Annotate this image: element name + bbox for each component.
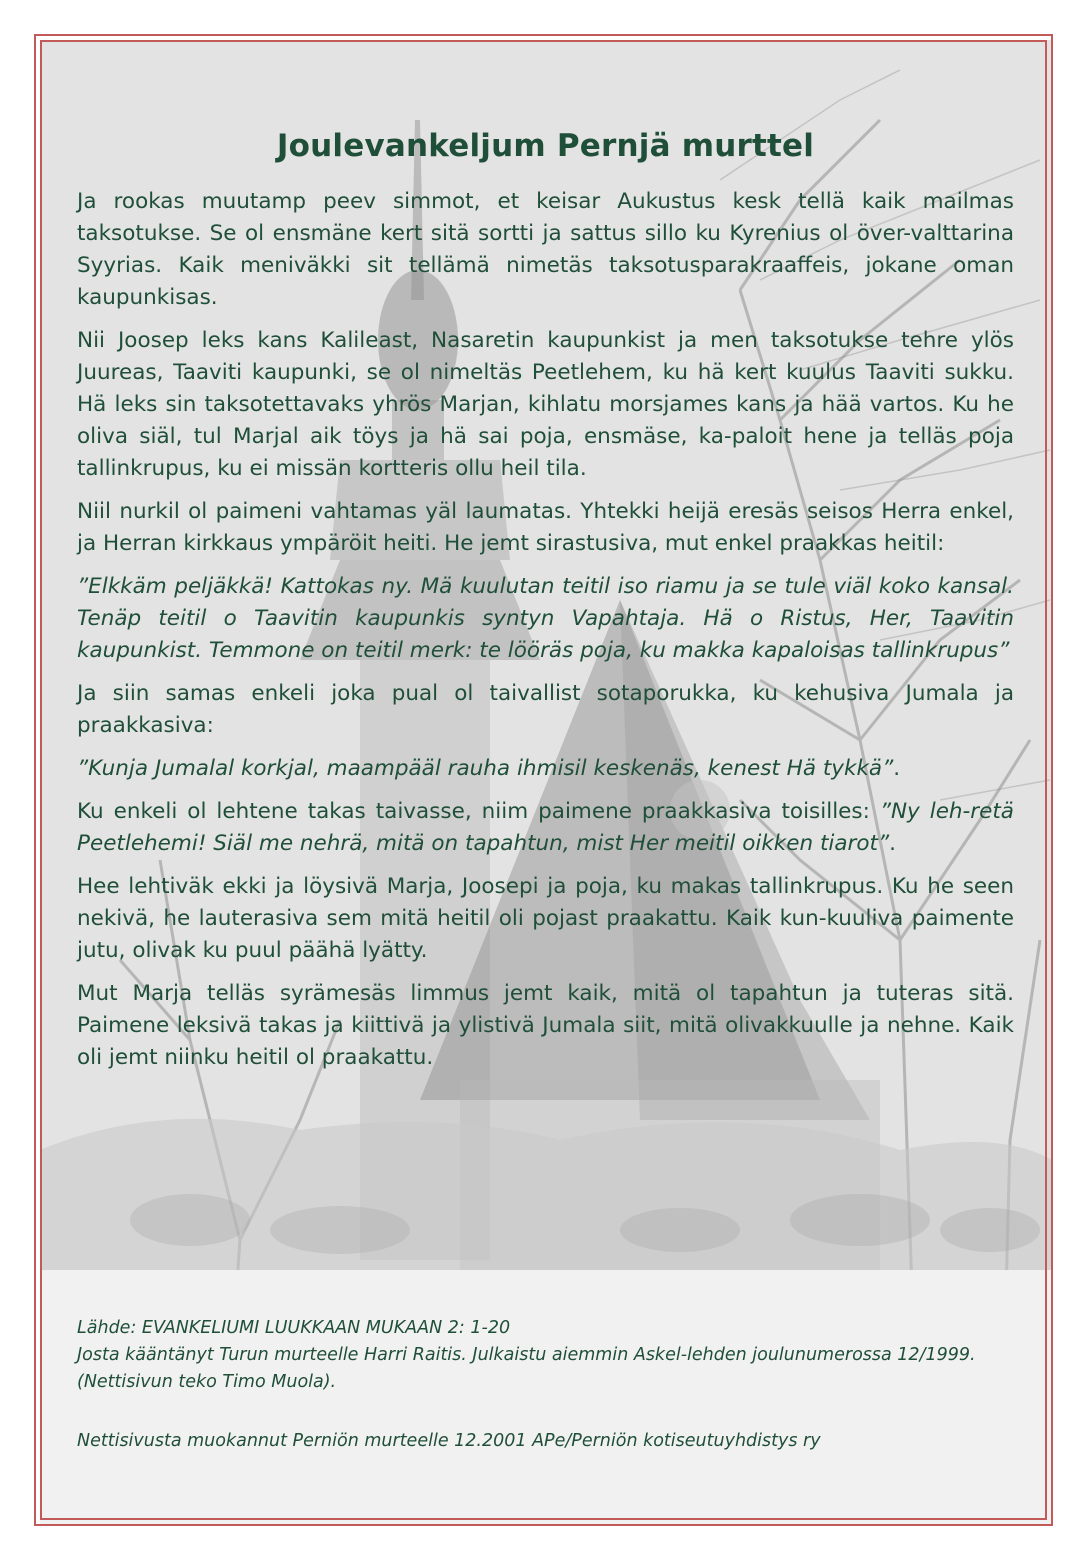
source-note	[77, 1315, 1014, 1396]
paragraph-2: Nii Joosep leks kans Kalileast, Nasaretin kaupunkist ja men taksotukse tehre ylös Juureas, Taaviti kaupunki, se ol nimeltäs Peetlehem, ku hä kert kuulus Taaviti sukku. Hä leks sin taksotettavaks yhrös Marjan, kihlatu morsjames kans ja hää vartos. Ku he oliva siäl, tul Marjal aik töys ja hä sai poja, ensmäse, ka-paloit hene ja telläs poja tallinkrupus, ku ei missän kortteris ollu heil tila.	[77, 328, 1014, 481]
source-reference: Lähde: EVANKELIUMI LUUKKAAN MUKAAN 2: 1-20	[77, 1318, 511, 1338]
page-title: Joulevankeljum Pernjä murttel	[276, 128, 815, 164]
paragraph-6: Hee lehtiväk ekki ja löysivä Marja, Joosepi ja poja, ku makas tallinkrupus. Ku he seen nekivä, he lauterasiva sem mitä heitil oli pojast praakattu. Kaik kun-kuuliva paimente jutu, olivak ku puul päähä lyätty.	[77, 874, 1014, 963]
paragraph-3: Niil nurkil ol paimeni vahtamas yäl laumatas. Yhtekki heijä eresäs seisos Herra enkel, ja Herran kirkkaus ympäröit heiti. He jemt sirastusiva, mut enkel praakkas heitil:	[77, 499, 1014, 556]
paragraph-5	[77, 796, 1014, 860]
source-translation: Josta kääntänyt Turun murteelle Harri Raitis. Julkaistu aiemmin Askel-lehden joulunumerossa 12/1999. (Nettisivun teko Timo Muola).	[77, 1345, 976, 1392]
paragraph-1: Ja rookas muutamp peev simmot, et keisar Aukustus kesk tellä kaik mailmas taksotukse. Se ol ensmäne kert sitä sortti ja sattus sillo ku Kyrenius ol över-valttarina Syyrias. Kaik meniväkki sit tellämä nimetäs taksotusparakraaffeis, jokane oman kaupunkisas.	[77, 189, 1014, 310]
paragraph-4: Ja siin samas enkeli joka pual ol taivallist sotaporukka, ku kehusiva Jumala ja praakkasiva:	[77, 681, 1014, 738]
credit-line: Nettisivusta muokannut Perniön murteelle 12.2001 APe/Perniön kotiseutuyhdistys ry	[77, 1431, 821, 1451]
quote-heavenly-host-text: ”Kunja Jumalal korkjal, maampääl rauha ihmisil keskenäs, kenest Hä tykkä”	[77, 756, 894, 781]
paragraph-7: Mut Marja telläs syrämesäs limmus jemt kaik, mitä ol tapahtun ja tuteras sitä. Paimene leksivä takas ja kiittivä ja ylistivä Jumala siit, mitä olivakkuulle ja nehne. Kaik oli jemt niinku heitil ol praakattu.	[77, 981, 1014, 1070]
quote-heavenly-host	[77, 753, 1014, 785]
quote-heavenly-host-period: .	[893, 756, 901, 781]
quote-angel: ”Elkkäm peljäkkä! Kattokas ny. Mä kuulutan teitil iso riamu ja se tule viäl koko kansal. Tenäp teitil o Taavitin kaupunkis syntyn Vapahtaja. Hä o Ristus, Her, Taavitin kaupunkist. Temmone on teitil merk: te lööräs poja, ku makka kapaloisas tallinkrupus”	[77, 574, 1014, 663]
paragraph-5-quote: ”Ny leh-retä Peetlehemi! Siäl me nehrä, mitä on tapahtun, mist Her meitil oikken tiarot”	[77, 799, 1014, 856]
main-text	[77, 128, 1014, 1085]
paragraph-5-text: Ku enkeli ol lehtene takas taivasse, niim paimene praakkasiva toisilles:	[77, 799, 880, 824]
paragraph-5-period: .	[889, 831, 896, 856]
